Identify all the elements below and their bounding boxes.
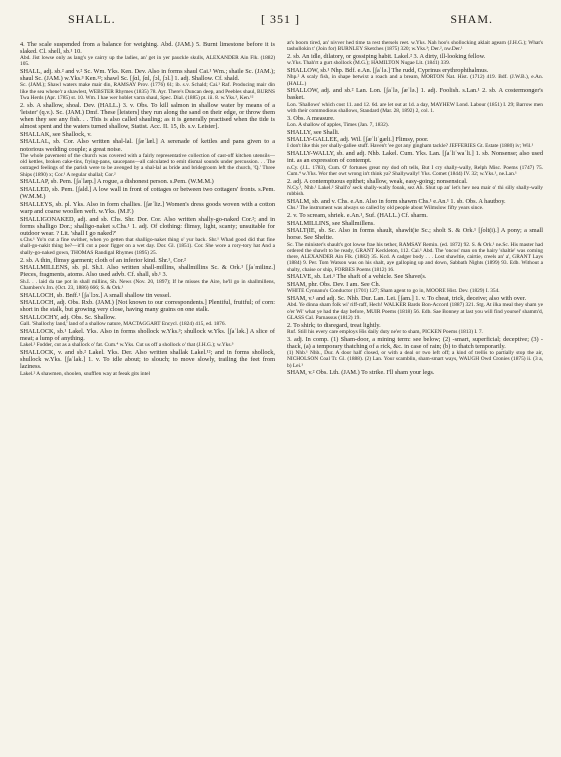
quotation-block: n.Cy. (J.L. 1783), Cum. O' fortunes great my dod oft tells, But I cry shally-wally, Relph Misc. Poems (1747) 75. Cum.⁴ w.Yks. Wor ther owt wrong in't think ya? Shallywally! Yks. Comet (1844) IV. 32; w.Yks.¹, ne.Lan.¹	[287, 164, 543, 177]
dictionary-entry: 2. sb. A thin, flimsy garment; cloth of an inferior kind. Shr.¹, Cor.²	[20, 256, 186, 264]
dictionary-entry: SHALL, adj. sb.² and v.² Sc. Wm. Yks. Ken. Dev. Also in forms shaul Cai.¹ Wm.; shaile Sc. (JAM.); shaul Sc. (JAM.) w.Yks.³ Ken.¹²; shawl Sc. [ʃɑl, ʃɑl, ʃɔl, ʃɔl.] 1. adj. Shallow. Cf. shald.	[20, 67, 275, 83]
right-column	[287, 40, 543, 752]
dictionary-entry: SHALT(IE, sb. Sc. Also in forms shault, shawlt(ie Sc.; sholt S. & Ork.¹ [ʃolt(i).] A pony; a small horse. See Sheltie.	[287, 227, 543, 242]
dictionary-entry: SHALMILLINS, see Shallmillens.	[287, 219, 375, 227]
quotation-block: Sh.I. . . laid da tae pot in shall millins, Sh. News (Nov. 20, 1897); If he misses the Aire, he'll go in shallmillens, Chambers's Jrn. (Oct. 23, 1886) 666; S. & Ork.¹	[20, 278, 275, 291]
dictionary-entry: SHALLOCK, sb.¹ Lakel. Yks. Also in forms shollock w.Yks.³; shullock w.Yks. [ʃaˈlək.] A slice of meat; a lump of anything.	[20, 328, 275, 343]
dictionary-entry: 2. v. To scream, shriek. e.An.¹, Suf. (HALL.) Cf. sharm.	[287, 211, 428, 219]
dictionary-entry: SHAM, v.² Obs. Lth. (JAM.) To strike. I'll sham your legs.	[287, 369, 435, 377]
quotation-block: w.Yks. Thah'rt a gurt shollock (M.G.); HAMILTON Nugae Lit. (1841) 339.	[287, 60, 451, 67]
dictionary-entry: SHALLOCH, adj. Obs. Rxb. (JAM.) [Not known to our correspondents.] Plentiful, fruitful; of corn: short in the stalk, but growing very close, having many grains on one stalk.	[20, 299, 275, 314]
dictionary-entry: SHALLOCH, sb. Bnff.¹ [ʃaˈlɔx.] A small shallow tin vessel.	[20, 291, 171, 299]
quotation-block: at's boorn tired, an' nivver hed time ta rest thersels reet. w.Yks. Nah hoo's shollocking aklait agearn (J.H.G.); What's tashullokin t' (Join for) BURNLEY Sketches (1875) 320; w.Yks.³; Der.², nw.Der.¹	[287, 40, 543, 53]
quotation-block: Nhp.² A scaly fish, in shape betwixt a roach and a bream, MORTON Nat. Hist. (1712) 419. Bdf. (J.W.B.), e.An. (HALL.)	[287, 74, 543, 87]
quotation-block: Chs.¹ The instrument was always so called by old people about Wilmslow fifty years since.	[287, 205, 484, 212]
header-left-guideword: SHALL.	[68, 12, 116, 26]
page-number: [ 351 ]	[261, 12, 300, 26]
dictionary-entry: 2. sb. An idle, dilatory, or gossiping habit. Lakel.² 3. A dirty, ill-looking fellow.	[287, 53, 486, 61]
dictionary-entry: SHAM, phr. Obs. Dev. I am. See Ch.	[287, 281, 381, 289]
dictionary-entry: 2. adj. A contemptuous epithet; shallow, weak, easy-going; nonsensical.	[287, 177, 468, 185]
dictionary-entry: SHAM, v.¹ and adj. Sc. Nhb. Dur. Lan. Lei. [ʃam.] 1. v. To cheat, trick, deceive; also with over.	[287, 295, 527, 303]
dictionary-entry: SHALLOW, adj. and sb.² Lan. Lon. [ʃaˈlə, ʃæˈlə.] 1. adj. Foolish. s.Lan.¹ 2. sb. A costermonger's basket.	[287, 87, 543, 102]
dictionary-entry: SHALLAL, sb. Cor. Also written shal-lal. [ʃæˈlæl.] A serenade of kettles and pans given to a notorious wedding couple; a great noise.	[20, 138, 275, 153]
header-right-guideword: SHAM.	[450, 12, 493, 26]
dictionary-entry: 4. The scale suspended from a balance for weighing. Abd. (JAM.) 5. Burnt limestone before it is slaked. Cl. shell, sb.¹ 10.	[20, 40, 275, 55]
dictionary-entry: SHALLED, sb. Pem. [ʃald.] A low wall in front of cottages or between two cottagers' fronts. s.Pem. (W.M.M.)	[20, 186, 275, 201]
dictionary-entry: SHALLOCK, v. and sb.² Lakel. Yks. Der. Also written shallak Lakel.¹²; and in forms shollock, shullock w.Yks. [ʃaˈlak.] 1. v. To idle about; to slouch; to move slowly, trailing the feet from laziness.	[20, 349, 275, 371]
quotation-block: N.Cy.¹, Nhb.¹ Lakel.² Shall'o' seck shally-wally fooak, sez Ah. Shut up an' let's hev nea mair o' thi silly shally-wally rubbish.	[287, 184, 543, 198]
quotation-block: Gall. 'Shallochy land,' land of a shallow nature, MACTAGGART Encycl. (1824) 415, ed. 1876.	[20, 321, 226, 328]
quotation-block: Lakel.² Fodder, cut as a shallock o' fat. Cum.⁴ w.Yks. Cut us off a shollock o' that (J.H.G.); w.Yks.³	[20, 342, 234, 349]
dictionary-entry: SHALLAP, sb. Pem. [ʃaˈlæp.] A rogue, a dishonest person. s.Pem. (W.M.M.)	[20, 178, 214, 186]
quotation-block: s.Chs.¹ Yo'n cut a fine swither, when yo getten that shalligo-naket thing o' yur back. Shr.¹ Whad good did that fine shall-go-nakit thing be?—it'll cut a poor figger on a wet day. Dor. Gl. (1851). Cor. She wore a rory-tory hat And a shally-go-naked gown, THOMAS Randigal Rhymes (1895) 25.	[20, 237, 275, 256]
dictionary-entry: SHALLY, see Shalli.	[287, 128, 340, 136]
dictionary-entry: SHALLOW, sb.¹ Nhp. Bdf. e.An. [ʃaˈlə.] The rudd, Cyprinus erythrophthalmus.	[287, 67, 489, 75]
quotation-block: Sc. (JAM.); Shawl waters make mair din, RAMSAY Prov. (1776) 61; ib. s.v. Schald; Cai.¹ Raf. Producing mair din like the sea whene'r a shawlest, WEBSTER Rhymes (1835) 78. Ayr. There's Duncan deep, and Peebles shaul, BURNS Twa Herds (Apr. 1785) st. 10. Wm. I hae wer hoblet varra shaul, Spec. Dial. (1885) pt. iii. 8. w.Yks.³, Ken.¹²	[20, 82, 275, 101]
quotation-block: Abd. Jist lowse only as lang's ye cairry up the ladies, an' get in yer pauckle skulls, ALEXANDER Ain Flk. (1882) 105.	[20, 54, 275, 68]
dictionary-entry: SHALLY-WALLY, sb. and adj. Nhb. Lakel. Cum. Yks. Lan. [ʃaˈliˈwaˈli.] 1. sb. Nonsense; also used int. as an expression of contempt.	[287, 150, 543, 165]
quotation-block: I don't like this yer shally-gallee stuff. Haven't 'ee got any gingham tackle? JEFFERIES Gt. Estate (1880) iv; Wil.¹	[287, 143, 534, 150]
quotation-block: Lon. 'Shallows' which cost 11. and 12. 6d. are let out at 1d. a day, MAYHEW Lond. Labour (1851) I. 29; Barrow men with their commodious shallows, Standard (Mar. 28, 1892) 2, col. 1.	[287, 101, 543, 114]
quotation-block: WHITE Cynnanu's Conductor (1701) 127; Sham agent to go in, MOORE Hist. Dev. (1829) I. 354.	[287, 288, 500, 295]
quotation-block: (1) Nhb.¹ Nhb., Dur. A door half closed, or with a deal or two left off; a kind of trellis to partially stop the air, NICHOLSON Coal Tr. Gl. (1888). (2) Lan. Your scamblin, sham-smart ways, WAUGH Owd Cronies (1875) ii. (3 a, b) Lei.¹	[287, 349, 543, 369]
quotation-block: Lakel.² A shawmen, shoolen, snufflen way at feeak gits intel	[20, 370, 150, 377]
dictionary-entry: SHALLY-GALLEE, adj. Wil. [ʃæˈliˈgæli.] Flimsy, poor.	[287, 136, 429, 144]
dictionary-entry: 3. Obs. A measure.	[287, 114, 335, 122]
dictionary-entry: SHALLOCHY, adj. Obs. Sc. Shallow.	[20, 314, 116, 322]
dictionary-entry: 3. adj. In comp. (1) Sham-door, a mining term: see below; (2) -smart, superficial; deceptive; (3) -thack, (a) a temporary thatching of a rick, &c. in case of rain; (b) to thatch temporarily.	[287, 335, 543, 350]
left-column	[20, 40, 275, 752]
quotation-block: The whole pavement of the church was covered with a fairly representative collection of cast-off kitchen utensils—old kettles, broken cake-tins, frying-pans, saucepans—all calculated to emit dismal sounds under percussion. . . The outraged feelings of the parish were to be avenged by a shal-lal as bride and bridegroom left the church, 'Q.' Three Ships (1890) x; Cor.¹ A regular shallal; Cor.²	[20, 152, 275, 178]
dictionary-entry: 2. To shirk; to disregard, treat lightly.	[287, 321, 381, 329]
dictionary-entry: SHALVE, sb. Lei.¹ The shaft of a vehicle. See Shave(s.	[287, 273, 427, 281]
dictionary-entry: 2. sb. A shallow, shoal. Dev. (HALL.) 3. v. Obs. To kill salmon in shallow water by means of a 'leister' (q.v.). Sc. (JAM.) Dmf. These [leisters] they run along the sand on their edge, or throw them when they see any fish. . . This is also called shauling; as it is generally practised when the tide is almost spent and the waters turned shallow, Statist. Acc. II. 15, ib. s.v. Leister].	[20, 101, 275, 131]
quotation-block: Rnf. Still his every care employs His daily duty ne'er to sham, PICKEN Poems (1813) I. 7.	[287, 328, 483, 335]
running-header	[20, 12, 541, 30]
quotation-block: Sc. The minister's shault's got lowse frae his tether, RAMSAY Remin. (ed. 1872) 92. S. & Ork.¹ ne.Sc. His master had ordered the shawlt to be ready, GRANT Keckleton, 112. Cai.¹ Abd. The 'oncos' man on the hairy 'shaltie' was coming there, ALEXANDER Ain Flk. (1882) 35. Kcd. A cadger body . . . Lost shawltie, cairtie, creels an' a', GRANT Lays (1884) 9. Per. Tom Watson was on his shalt, aye galloping up and down, Sabbath Nights (1899) 93. Edb. Without a shalty, chaise or ship, FORBES Poems (1812) 16.	[287, 241, 543, 273]
dictionary-entry: SHALLEYS, sb. pl. Yks. Also in form challies. [ʃæˈliz.] Women's dress goods woven with a cotton warp and coarse woollen weft. w.Yks. (M.F.)	[20, 200, 275, 216]
dictionary-entry: SHALM, sb. and v. Chs. e.An. Also in form shawm Chs.¹ e.An.¹ 1. sb. Obs. A hautboy.	[287, 197, 506, 205]
quotation-block: Abd. Ye dinna sham folk wi' riff-raff, Hech! WALKER Bards Bon-Accord (1887) 321. Stg. At ilka meal they sham ye o'er Wi' what ye had the day before, MUIR Poems (1818) 56. Edb. Sae Bonney at last you will find yoursel' shamm'd, GLASS Cal. Parnassus (1812) 19.	[287, 302, 543, 321]
dictionary-entry: SHALLIGONAKED, adj. and sb. Chs. Shr. Dor. Cor. Also written shally-go-naked Cor.²; and in forms shalligo Dor.; shalligo-naket s.Chs.¹ 1. adj. Of clothing: flimsy, light, scanty; unsuitable for outdoor wear. ? Lit. 'shall I go naked?'	[20, 215, 275, 237]
dictionary-entry: SHALLMILLENS, sb. pl. Sh.I. Also written shall-millins, shallmillins Sc. & Ork.¹ [ʃaˈmilinz.] Pieces, fragments, atoms. Also used advb. Cf. shall, sb.¹ 3.	[20, 264, 275, 279]
dictionary-entry: SHALLAK, see Shallock, v.	[20, 130, 92, 138]
quotation-block: Lon. A shallow of apples, Times (Jan. 7, 1832).	[287, 121, 389, 128]
